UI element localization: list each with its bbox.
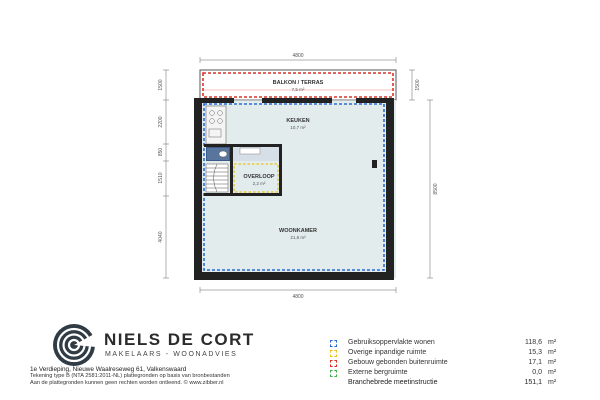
- stair-icon: [206, 164, 228, 192]
- legend-value: 118,6: [525, 339, 542, 346]
- dim-bottom: 4800: [292, 294, 304, 300]
- dim-left-balcony: 1500: [158, 79, 164, 91]
- legend-row: [330, 358, 580, 368]
- legend-row: [330, 338, 580, 348]
- brand-logo-icon: [52, 323, 96, 367]
- kitchen-counter: [206, 106, 226, 144]
- area-legend: [330, 338, 580, 388]
- legend-value: 0,0: [532, 369, 542, 376]
- room-name-overloop: OVERLOOP: [243, 174, 275, 180]
- brand-name: NIELS DE CORT: [104, 330, 255, 349]
- dim-right-total: 8500: [433, 183, 439, 195]
- legend-label: Gebouw gebonden buitenruimte: [348, 359, 448, 366]
- legend-row: [330, 368, 580, 378]
- right-wall: [386, 100, 394, 280]
- room-area-balcony: 7,5 m²: [291, 87, 305, 92]
- room-name-kitchen: KEUKEN: [286, 118, 310, 124]
- legend-row-total: [330, 378, 580, 388]
- legend-swatch-red: [330, 360, 337, 367]
- disclaimer-note: Aan de plattegronden kunnen geen rechten worden ontleend. © www.zibber.nl: [30, 380, 224, 386]
- top-wall-right: [356, 98, 394, 103]
- legend-unit: m²: [548, 349, 557, 356]
- room-area-living: 21,8 m²: [290, 235, 306, 240]
- legend-label: Gebruiksoppervlakte wonen: [348, 339, 435, 346]
- dim-right-balcony: 1500: [415, 79, 421, 91]
- room-area-overloop: 2,2 m²: [252, 181, 266, 186]
- legend-unit: m²: [548, 379, 557, 386]
- legend-value: 151,1: [524, 379, 542, 386]
- legend-value: 15,3: [528, 349, 542, 356]
- brand-tagline: MAKELAARS - WOONADVIES: [105, 351, 238, 358]
- dim-left-1: 2200: [158, 116, 164, 128]
- legend-swatch-green: [330, 370, 337, 377]
- legend-label: Overige inpandige ruimte: [348, 349, 427, 356]
- room-name-living: WOONKAMER: [279, 228, 317, 234]
- top-wall-mid: [262, 98, 332, 103]
- bottom-wall: [194, 272, 394, 280]
- left-wall: [194, 100, 202, 280]
- dim-left-4: 4040: [158, 231, 164, 243]
- legend-value: 17,1: [528, 359, 542, 366]
- legend-label: Branchebrede meetinstructie: [348, 379, 438, 386]
- legend-swatch-yellow: [330, 350, 337, 357]
- dim-left-3: 1510: [158, 172, 164, 184]
- room-name-balcony: BALKON / TERRAS: [272, 80, 324, 86]
- room-area-kitchen: 10,7 m²: [290, 125, 306, 130]
- legend-unit: m²: [548, 369, 557, 376]
- legend-unit: m²: [548, 359, 557, 366]
- legend-row: [330, 348, 580, 358]
- drawing-type-note: Tekening type B (NTA 2581:2011-NL) plattegronden op basis van bronbestanden: [30, 373, 230, 379]
- top-wall-left: [194, 98, 234, 103]
- address-block: [30, 366, 230, 387]
- dim-left-2: 850: [158, 147, 164, 157]
- dim-top: 4800: [292, 53, 304, 59]
- address-line: 1e Verdieping, Nieuwe Waalreseweg 61, Valkenswaard: [30, 366, 187, 373]
- legend-swatch-blue: [330, 340, 337, 347]
- legend-label: Externe bergruimte: [348, 369, 408, 376]
- legend-unit: m²: [548, 339, 557, 346]
